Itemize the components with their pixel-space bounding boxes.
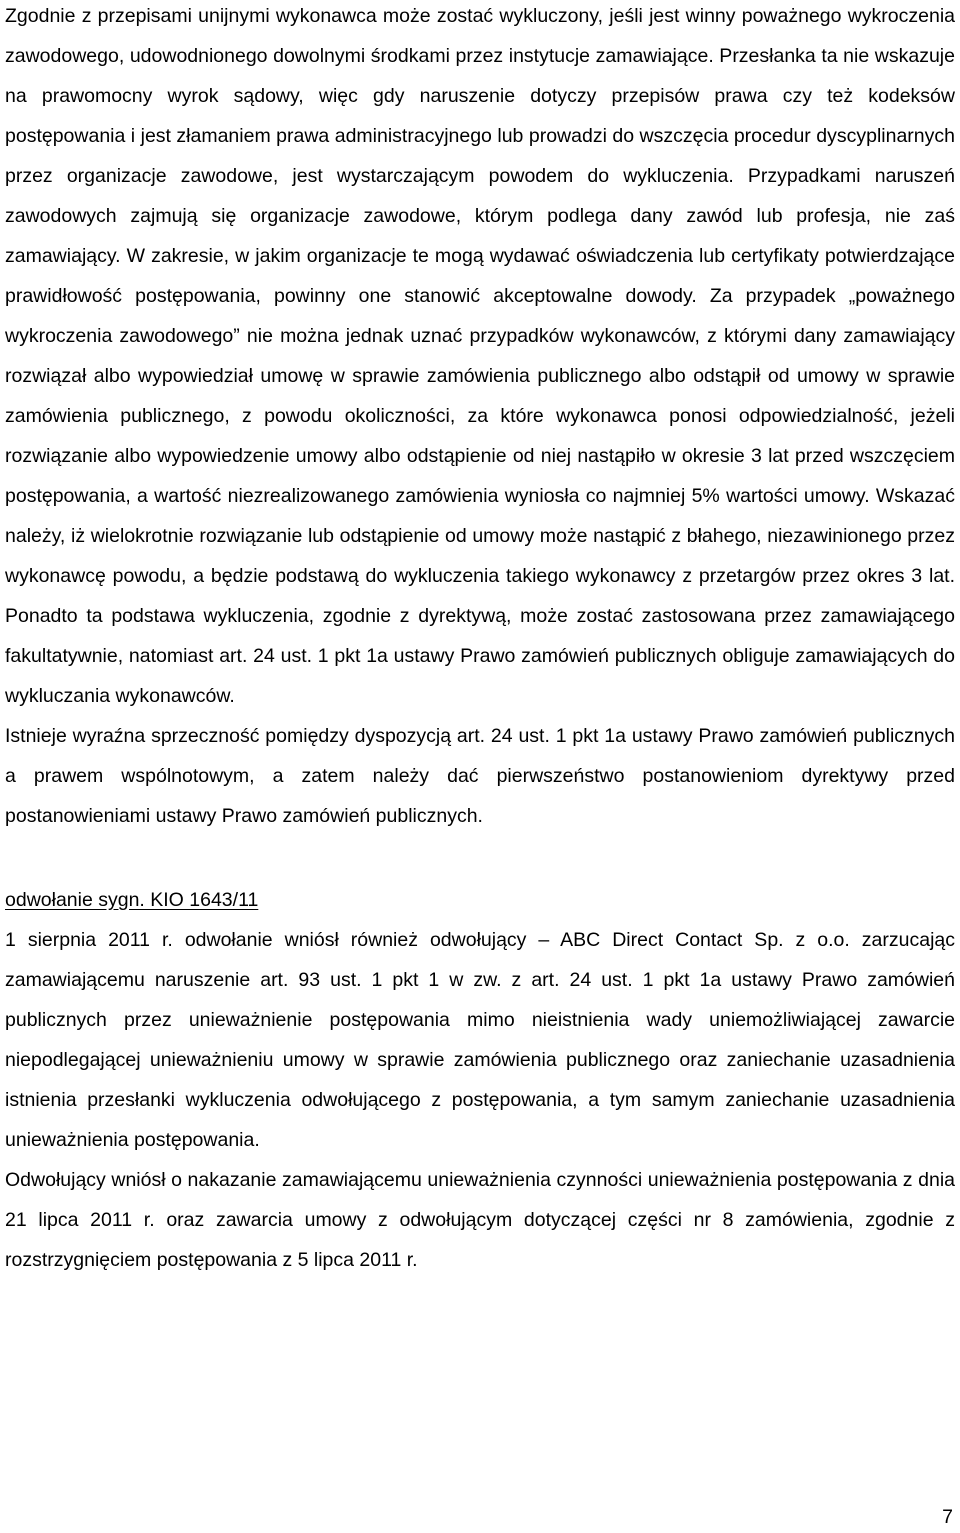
page-number: 7 xyxy=(942,1506,953,1528)
paragraph-appeal-request: Odwołujący wniósł o nakazanie zamawiającemu unieważnienia czynności unieważnienia postępowania z dnia 21 lipca 2011 r. oraz zawarcia umowy z odwołującym dotyczącej części nr 8 zamówienia, zgodnie z rozstrzygnięciem postępowania z 5 lipca 2011 r. xyxy=(5,1169,955,1271)
paragraph-appeal-filed: 1 sierpnia 2011 r. odwołanie wniósł również odwołujący – ABC Direct Contact Sp. z o.o. zarzucając zamawiającemu naruszenie art. 93 ust. 1 pkt 1 w zw. z art. 24 ust. 1 pkt 1a ustawy Prawo zamówień publicznych przez unieważnienie postępowania mimo nieistnienia wady uniemożliwiającej zawarcie niepodlegającej unieważnieniu umowy w sprawie zamówienia publicznego oraz zaniechanie uzasadnienia istnienia przesłanki wykluczenia odwołującego z postępowania, a tym samym zaniechanie uzasadnienia unieważnienia postępowania. xyxy=(5,929,955,1151)
paragraph-serious-misconduct: Zgodnie z przepisami unijnymi wykonawca może zostać wykluczony, jeśli jest winny poważnego wykroczenia zawodowego, udowodnionego dowolnymi środkami przez instytucje zamawiające. Przesłanka ta nie wskazuje na prawomocny wyrok sądowy, więc gdy naruszenie dotyczy przepisów prawa czy też kodeksów postępowania i jest złamaniem prawa administracyjnego lub prowadzi do wszczęcia procedur dyscyplinarnych przez organizacje zawodowe, jest wystarczającym powodem do wykluczenia. Przypadkami naruszeń zawodowych zajmują się organizacje zawodowe, którym podlega dany zawód lub profesja, nie zaś zamawiający. W zakresie, w jakim organizacje te mogą wydawać oświadczenia lub certyfikaty potwierdzające prawidłowość postępowania, powinny one stanowić akceptowalne dowody. Za przypadek „poważnego wykroczenia zawodowego” nie można jednak uznać przypadków wykonawców, z którymi dany zamawiający rozwiązał albo wypowiedział umowę w sprawie zamówienia publicznego albo odstąpił od umowy w sprawie zamówienia publicznego, z powodu okoliczności, za które wykonawca ponosi odpowiedzialność, jeżeli rozwiązanie albo wypowiedzenie umowy albo odstąpienie od niej nastąpiło w okresie 3 lat przed wszczęciem postępowania, a wartość niezrealizowanego zamówienia wyniosła co najmniej 5% wartości umowy. Wskazać należy, iż wielokrotnie rozwiązanie lub odstąpienie od umowy może nastąpić z błahego, niezawinionego przez wykonawcę powodu, a będzie podstawą do wykluczenia takiego wykonawcy z przetargów przez okres 3 lat. Ponadto ta podstawa wykluczenia, zgodnie z dyrektywą, może zostać zastosowana przez zamawiającego fakultatywnie, natomiast art. 24 ust. 1 pkt 1a ustawy Prawo zamówień publicznych obliguje zamawiających do wykluczania wykonawców. xyxy=(5,5,955,707)
paragraph-directive-conflict: Istnieje wyraźna sprzeczność pomiędzy dyspozycją art. 24 ust. 1 pkt 1a ustawy Prawo zamówień publicznych a prawem wspólnotowym, a zatem należy dać pierwszeństwo postanowieniom dyrektywy przed postanowieniami ustawy Prawo zamówień publicznych. xyxy=(5,725,955,827)
document-page xyxy=(5,0,955,1280)
section-heading-appeal: odwołanie sygn. KIO 1643/11 xyxy=(5,889,259,911)
